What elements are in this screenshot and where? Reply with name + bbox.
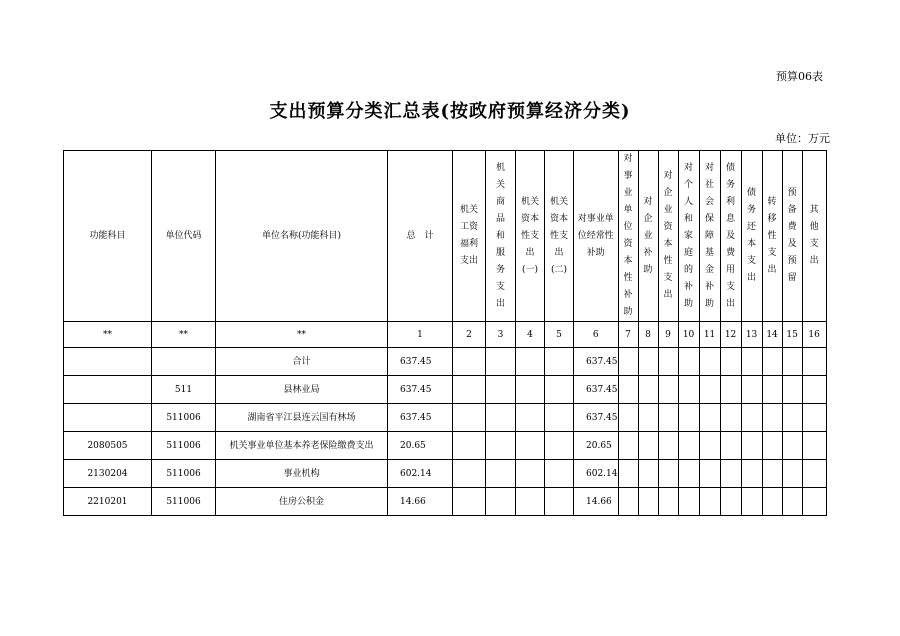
unit-name-cell: 合计 [216,348,388,376]
empty-cell [699,488,720,516]
empty-cell [741,488,762,516]
empty-cell [618,460,638,488]
index-cell: 4 [516,322,545,348]
wage-cell [453,376,486,404]
empty-cell [741,376,762,404]
empty-cell [782,488,802,516]
index-cell: 9 [658,322,678,348]
empty-cell [638,460,658,488]
empty-cell [741,404,762,432]
function-code-cell: 2080505 [64,432,152,460]
empty-cell [802,404,826,432]
unit-code-cell: 511006 [152,488,216,516]
unit-name-cell: 住房公积金 [216,488,388,516]
empty-cell [658,404,678,432]
header-cell: 功能科目 [64,151,152,322]
empty-cell [618,348,638,376]
header-cell: 单位名称(功能科目) [216,151,388,322]
index-cell: 15 [782,322,802,348]
wage-cell [453,460,486,488]
page-title: 支出预算分类汇总表(按政府预算经济分类) [269,101,631,122]
empty-cell [678,376,699,404]
goods-services-cell [486,376,516,404]
unit-code-cell: 511006 [152,404,216,432]
empty-cell [802,376,826,404]
empty-cell [762,348,782,376]
unit-code-cell: 511006 [152,460,216,488]
budget-table [63,150,827,516]
header-cell: 债务利息及费用支出 [720,151,741,322]
goods-services-cell [486,460,516,488]
index-cell: 8 [638,322,658,348]
index-cell: ** [216,322,388,348]
total-cell: 637.45 [388,404,453,432]
regular-subsidy-cell: 637.45 [574,404,619,432]
index-cell: 16 [802,322,826,348]
empty-cell [618,376,638,404]
capital-1-cell [516,376,545,404]
wage-cell [453,404,486,432]
capital-1-cell [516,404,545,432]
function-code-cell [64,376,152,404]
empty-cell [618,432,638,460]
total-cell: 14.66 [388,488,453,516]
index-row [64,322,827,348]
function-code-cell: 2210201 [64,488,152,516]
empty-cell [699,376,720,404]
empty-cell [638,348,658,376]
unit-label: 单位：万元 [775,132,830,145]
total-cell: 637.45 [388,376,453,404]
unit-name-cell: 机关事业单位基本养老保险缴费支出 [216,432,388,460]
header-cell: 转移性支出 [762,151,782,322]
index-cell: 6 [574,322,619,348]
header-cell: 预备费及预留 [782,151,802,322]
empty-cell [678,488,699,516]
header-cell: 债务还本支出 [741,151,762,322]
header-cell: 对社会保障基金补助 [699,151,720,322]
header-cell: 其他支出 [802,151,826,322]
empty-cell [658,376,678,404]
index-cell: 7 [618,322,638,348]
header-cell: 单位代码 [152,151,216,322]
goods-services-cell [486,432,516,460]
empty-cell [782,404,802,432]
capital-1-cell [516,432,545,460]
empty-cell [699,348,720,376]
index-cell: 2 [453,322,486,348]
goods-services-cell [486,488,516,516]
capital-2-cell [545,404,574,432]
index-cell: 1 [388,322,453,348]
empty-cell [658,488,678,516]
empty-cell [741,348,762,376]
empty-cell [762,488,782,516]
empty-cell [720,432,741,460]
goods-services-cell [486,404,516,432]
empty-cell [782,460,802,488]
empty-cell [678,432,699,460]
table-row [64,348,827,376]
regular-subsidy-cell: 602.14 [574,460,619,488]
regular-subsidy-cell: 637.45 [574,348,619,376]
index-cell: 10 [678,322,699,348]
empty-cell [699,460,720,488]
form-number: 预算06表 [776,70,823,83]
capital-1-cell [516,488,545,516]
empty-cell [782,348,802,376]
empty-cell [802,460,826,488]
empty-cell [741,460,762,488]
empty-cell [678,404,699,432]
wage-cell [453,432,486,460]
capital-2-cell [545,376,574,404]
header-cell: 机关资本性支出(一) [516,151,545,322]
capital-2-cell [545,460,574,488]
empty-cell [720,488,741,516]
empty-cell [638,376,658,404]
capital-2-cell [545,488,574,516]
total-cell: 637.45 [388,348,453,376]
function-code-cell [64,348,152,376]
empty-cell [762,460,782,488]
header-cell: 机关工资福利支出 [453,151,486,322]
empty-cell [782,432,802,460]
header-cell: 机关资本性支出(二) [545,151,574,322]
empty-cell [802,432,826,460]
header-cell: 对事业单位资本性补助 [618,151,638,322]
index-cell: 13 [741,322,762,348]
empty-cell [618,488,638,516]
empty-cell [699,432,720,460]
goods-services-cell [486,348,516,376]
wage-cell [453,488,486,516]
wage-cell [453,348,486,376]
table-row [64,432,827,460]
header-cell: 机关商品和服务支出 [486,151,516,322]
empty-cell [720,376,741,404]
capital-2-cell [545,432,574,460]
unit-name-cell: 县林业局 [216,376,388,404]
index-cell: 3 [486,322,516,348]
capital-1-cell [516,348,545,376]
empty-cell [699,404,720,432]
unit-name-cell: 事业机构 [216,460,388,488]
empty-cell [741,432,762,460]
empty-cell [638,404,658,432]
header-row [64,151,827,322]
table-row [64,460,827,488]
index-cell: 12 [720,322,741,348]
empty-cell [720,348,741,376]
index-cell: ** [152,322,216,348]
empty-cell [720,404,741,432]
header-cell: 对企业资本性支出 [658,151,678,322]
unit-code-cell: 511 [152,376,216,404]
table-row [64,404,827,432]
index-cell: 14 [762,322,782,348]
empty-cell [678,460,699,488]
empty-cell [658,432,678,460]
empty-cell [802,348,826,376]
empty-cell [720,460,741,488]
header-cell: 总 计 [388,151,453,322]
capital-1-cell [516,460,545,488]
header-cell: 对事业单位经常性补助 [574,151,619,322]
index-cell: 11 [699,322,720,348]
regular-subsidy-cell: 14.66 [574,488,619,516]
empty-cell [762,404,782,432]
table-row [64,376,827,404]
capital-2-cell [545,348,574,376]
unit-code-cell: 511006 [152,432,216,460]
total-cell: 602.14 [388,460,453,488]
empty-cell [678,348,699,376]
header-cell: 对个人和家庭的补助 [678,151,699,322]
regular-subsidy-cell: 637.45 [574,376,619,404]
empty-cell [802,488,826,516]
unit-name-cell: 湖南省平江县连云国有林场 [216,404,388,432]
empty-cell [782,376,802,404]
empty-cell [658,460,678,488]
empty-cell [618,404,638,432]
empty-cell [762,432,782,460]
total-cell: 20.65 [388,432,453,460]
regular-subsidy-cell: 20.65 [574,432,619,460]
function-code-cell [64,404,152,432]
header-cell: 对企业补助 [638,151,658,322]
empty-cell [638,488,658,516]
empty-cell [762,376,782,404]
index-cell: ** [64,322,152,348]
empty-cell [658,348,678,376]
function-code-cell: 2130204 [64,460,152,488]
unit-code-cell [152,348,216,376]
empty-cell [638,432,658,460]
index-cell: 5 [545,322,574,348]
table-row [64,488,827,516]
